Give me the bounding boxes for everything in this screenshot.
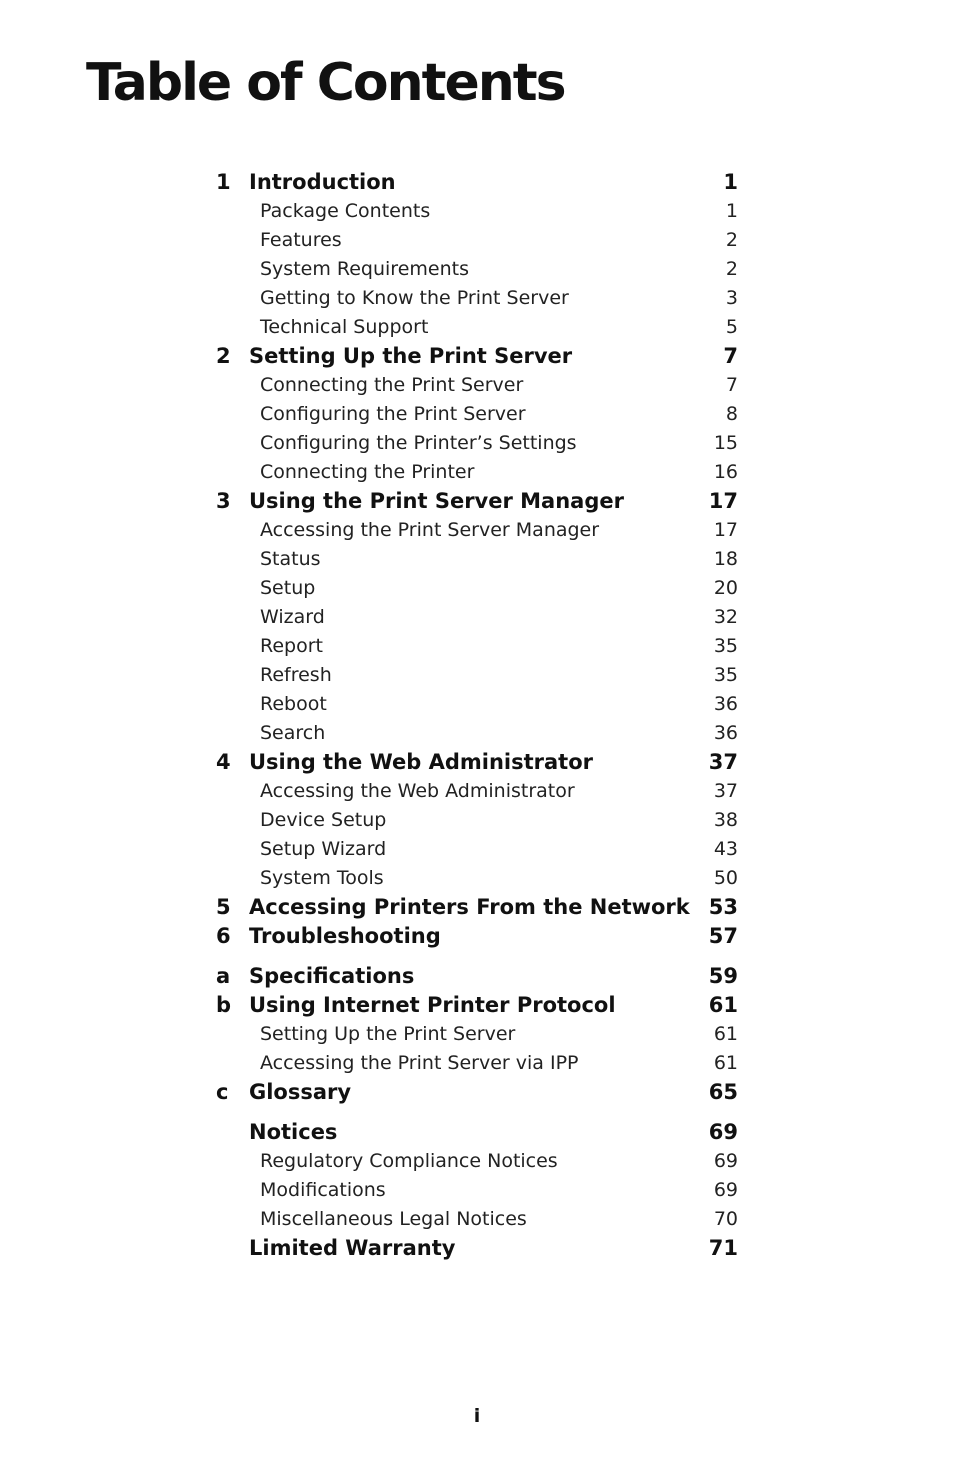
toc-chapter-number: 5 [216, 895, 231, 919]
toc-entry-title: Using Internet Printer Protocol [249, 993, 616, 1017]
toc-entry-title: Accessing the Web Administrator [260, 780, 575, 802]
toc-section-entry[interactable] [216, 690, 738, 719]
toc-entry-page: 43 [713, 838, 738, 860]
toc-chapter-entry[interactable] [216, 748, 738, 777]
toc-section-entry[interactable] [216, 255, 738, 284]
toc-entry-title: Modifications [260, 1179, 386, 1201]
toc-entry-title: Search [260, 722, 326, 744]
toc-entry-page: 59 [708, 964, 738, 988]
toc-entry-title: Regulatory Compliance Notices [260, 1150, 558, 1172]
toc-entry-title: Setup [260, 577, 316, 599]
toc-entry-page: 3 [725, 287, 738, 309]
toc-chapter-entry[interactable] [216, 1234, 738, 1263]
toc-chapter-number: 1 [216, 170, 231, 194]
toc-entry-title: Wizard [260, 606, 325, 628]
toc-entry-title: Setting Up the Print Server [249, 344, 573, 368]
toc-section-entry[interactable] [216, 603, 738, 632]
toc-entry-page: 7 [725, 374, 738, 396]
toc-chapter-entry[interactable] [216, 991, 738, 1020]
toc-section-entry[interactable] [216, 226, 738, 255]
toc-entry-title: Report [260, 635, 323, 657]
toc-entry-page: 61 [713, 1023, 738, 1045]
toc-entry-title: Connecting the Print Server [260, 374, 524, 396]
toc-entry-page: 36 [713, 693, 738, 715]
toc-section-entry[interactable] [216, 574, 738, 603]
toc-section-entry[interactable] [216, 545, 738, 574]
toc-entry-page: 69 [708, 1120, 738, 1144]
toc-section-entry[interactable] [216, 777, 738, 806]
toc-chapter-entry[interactable] [216, 1078, 738, 1107]
toc-entry-title: System Requirements [260, 258, 469, 280]
toc-entry-page: 61 [713, 1052, 738, 1074]
toc-entry-page: 20 [713, 577, 738, 599]
toc-entry-page: 36 [713, 722, 738, 744]
toc-section-entry[interactable] [216, 458, 738, 487]
toc-entry-title: Introduction [249, 170, 396, 194]
toc-entry-title: Troubleshooting [249, 924, 441, 948]
toc-entry-title: Setup Wizard [260, 838, 387, 860]
table-of-contents [216, 168, 738, 1263]
toc-entry-page: 16 [713, 461, 738, 483]
toc-entry-title: System Tools [260, 867, 384, 889]
toc-chapter-entry[interactable] [216, 922, 738, 951]
toc-entry-title: Technical Support [260, 316, 429, 338]
toc-entry-title: Reboot [260, 693, 327, 715]
toc-entry-title: Accessing the Print Server Manager [260, 519, 600, 541]
toc-entry-title: Refresh [260, 664, 332, 686]
toc-entry-title: Status [260, 548, 321, 570]
toc-chapter-number: 2 [216, 344, 231, 368]
toc-section-entry[interactable] [216, 371, 738, 400]
toc-entry-page: 57 [708, 924, 738, 948]
toc-entry-page: 37 [713, 780, 738, 802]
toc-entry-title: Glossary [249, 1080, 352, 1104]
toc-entry-page: 1 [723, 170, 738, 194]
toc-section-entry[interactable] [216, 835, 738, 864]
toc-chapter-number: c [216, 1080, 229, 1104]
toc-entry-page: 61 [708, 993, 738, 1017]
toc-entry-title: Features [260, 229, 342, 251]
toc-entry-page: 35 [713, 635, 738, 657]
toc-entry-page: 5 [725, 316, 738, 338]
toc-entry-page: 8 [725, 403, 738, 425]
toc-chapter-entry[interactable] [216, 893, 738, 922]
toc-entry-title: Configuring the Print Server [260, 403, 526, 425]
toc-section-entry[interactable] [216, 284, 738, 313]
toc-entry-title: Specifications [249, 964, 415, 988]
toc-section-entry[interactable] [216, 1176, 738, 1205]
toc-section-entry[interactable] [216, 516, 738, 545]
toc-chapter-number: 3 [216, 489, 231, 513]
toc-entry-page: 15 [713, 432, 738, 454]
toc-entry-title: Using the Print Server Manager [249, 489, 624, 513]
toc-entry-page: 70 [713, 1208, 738, 1230]
toc-entry-page: 2 [725, 229, 738, 251]
toc-chapter-number: a [216, 964, 231, 988]
toc-entry-title: Accessing the Print Server via IPP [260, 1052, 579, 1074]
toc-entry-title: Getting to Know the Print Server [260, 287, 569, 309]
page-number: i [473, 1405, 481, 1427]
toc-section-entry[interactable] [216, 632, 738, 661]
toc-section-entry[interactable] [216, 1147, 738, 1176]
toc-entry-page: 53 [708, 895, 738, 919]
toc-section-entry[interactable] [216, 1020, 738, 1049]
toc-section-entry[interactable] [216, 1049, 738, 1078]
toc-section-entry[interactable] [216, 864, 738, 893]
toc-entry-page: 65 [708, 1080, 738, 1104]
toc-entry-page: 38 [713, 809, 738, 831]
toc-entry-title: Accessing Printers From the Network [249, 895, 690, 919]
toc-section-entry[interactable] [216, 1205, 738, 1234]
toc-entry-page: 32 [713, 606, 738, 628]
toc-entry-page: 71 [708, 1236, 738, 1260]
toc-entry-title: Notices [249, 1120, 338, 1144]
toc-entry-page: 50 [713, 867, 738, 889]
toc-section-entry[interactable] [216, 806, 738, 835]
toc-entry-page: 2 [725, 258, 738, 280]
toc-entry-page: 69 [713, 1179, 738, 1201]
toc-entry-title: Miscellaneous Legal Notices [260, 1208, 527, 1230]
toc-chapter-number: 4 [216, 750, 231, 774]
toc-chapter-number: 6 [216, 924, 231, 948]
toc-entry-page: 7 [723, 344, 738, 368]
toc-section-entry[interactable] [216, 313, 738, 342]
toc-entry-page: 35 [713, 664, 738, 686]
toc-entry-title: Package Contents [260, 200, 431, 222]
toc-entry-title: Setting Up the Print Server [260, 1023, 516, 1045]
toc-entry-title: Using the Web Administrator [249, 750, 593, 774]
toc-section-entry[interactable] [216, 197, 738, 226]
toc-entry-page: 69 [713, 1150, 738, 1172]
toc-chapter-number: b [216, 993, 232, 1017]
toc-chapter-entry[interactable] [216, 487, 738, 516]
toc-entry-title: Connecting the Printer [260, 461, 475, 483]
toc-chapter-entry[interactable] [216, 1118, 738, 1147]
toc-entry-title: Device Setup [260, 809, 387, 831]
toc-section-entry[interactable] [216, 661, 738, 690]
page-title: Table of Contents [86, 53, 565, 113]
toc-section-entry[interactable] [216, 429, 738, 458]
toc-entry-title: Limited Warranty [249, 1236, 456, 1260]
toc-entry-page: 37 [708, 750, 738, 774]
toc-chapter-entry[interactable] [216, 962, 738, 991]
toc-section-entry[interactable] [216, 400, 738, 429]
toc-section-entry[interactable] [216, 719, 738, 748]
toc-chapter-entry[interactable] [216, 168, 738, 197]
toc-entry-title: Configuring the Printer’s Settings [260, 432, 577, 454]
toc-entry-page: 17 [713, 519, 738, 541]
toc-chapter-entry[interactable] [216, 342, 738, 371]
toc-entry-page: 18 [713, 548, 738, 570]
toc-entry-page: 1 [725, 200, 738, 222]
toc-entry-page: 17 [708, 489, 738, 513]
